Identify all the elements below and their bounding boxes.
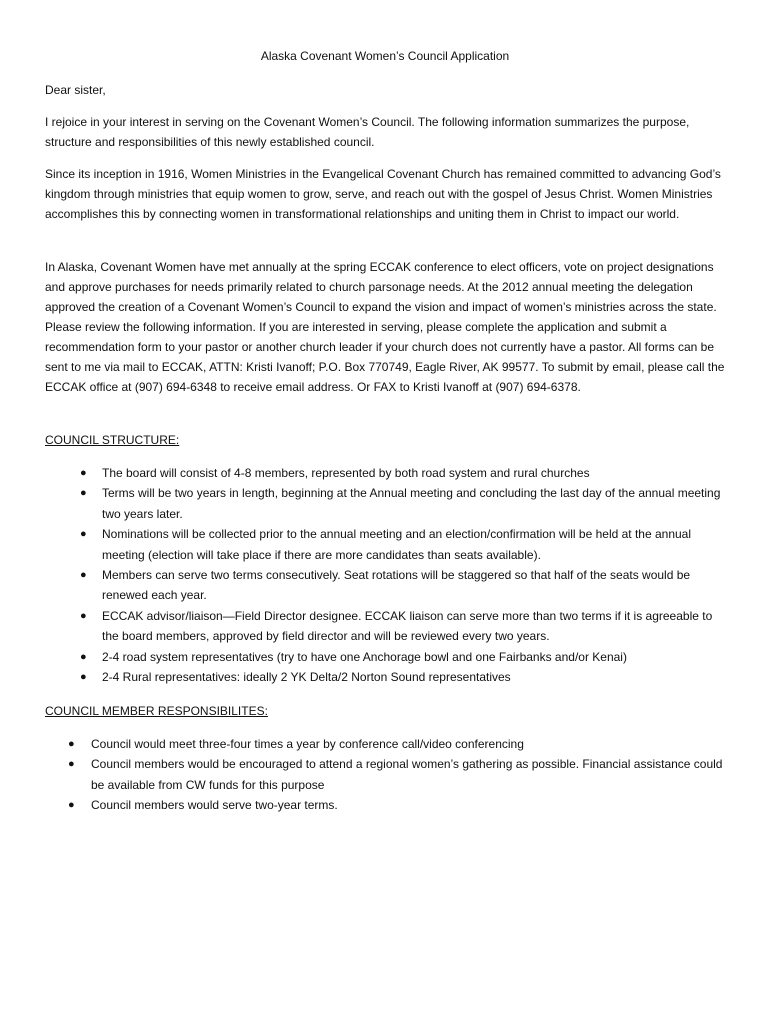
list-item-text: Terms will be two years in length, beginning at the Annual meeting and concluding the last day of the annual meeting two years later. — [102, 486, 721, 521]
list-item — [45, 754, 725, 795]
member-responsibilities-list — [45, 734, 725, 816]
list-item-text: Council members would serve two-year terms. — [91, 798, 338, 813]
bullet-icon: ● — [80, 569, 87, 582]
list-item — [45, 667, 725, 687]
member-responsibilities-heading: COUNCIL MEMBER RESPONSIBILITES: — [45, 704, 268, 718]
list-item — [45, 483, 725, 524]
list-item-text: Nominations will be collected prior to the annual meeting and an election/confirmation will be held at the annual meeting (election will take place if there are more candidates than seats available). — [102, 527, 692, 562]
list-item-text: Council would meet three-four times a year by conference call/video conferencing — [91, 737, 524, 751]
bullet-icon: ● — [68, 738, 75, 750]
list-item-text: Members can serve two terms consecutively. Seat rotations will be staggered so that half of the seats would be renewed each year. — [102, 568, 691, 603]
bullet-icon: ● — [80, 671, 87, 684]
list-item — [45, 463, 725, 483]
list-item-text: The board will consist of 4-8 members, represented by both road system and rural churches — [102, 466, 590, 480]
alaska-paragraph: In Alaska, Covenant Women have met annually at the spring ECCAK conference to elect officers, vote on project designations and approve purchases for needs primarily related to church parsonage needs. At the 2012 annual meeting the delegation approved the creation of a Covenant Women’s Council to expand the vision and impact of women’s ministries across the state. Please review the following information. If you are interested in serving, please complete the application and submit a recommendation form to your pastor or another church leader if your church does not currently have a pastor. All forms can be sent to me via mail to ECCAK, ATTN: Kristi Ivanoff; P.O. Box 770749, Eagle River, AK 99577. To submit by email, please call the ECCAK office at (907) 694-6348 to receive email address. Or FAX to Kristi Ivanoff at (907) 694-6378. — [45, 260, 725, 394]
bullet-icon: ● — [80, 467, 87, 479]
list-item-text: Council members would be encouraged to attend a regional women’s gathering as possible. Financial assistance could be available from CW funds for this purpose — [91, 757, 723, 792]
list-item — [45, 647, 725, 667]
bullet-icon: ● — [80, 487, 87, 500]
history-paragraph: Since its inception in 1916, Women Ministries in the Evangelical Covenant Church has remained committed to advancing God’s kingdom through ministries that equip women to grow, serve, and reach out with the gospel of Jesus Christ. Women Ministries accomplishes this by connecting women in transformational relationships and uniting them in Christ to impact our world. — [45, 167, 721, 221]
list-item — [45, 795, 725, 815]
bullet-icon: ● — [80, 650, 87, 663]
document-title: Alaska Covenant Women’s Council Application — [260, 49, 510, 63]
list-item — [45, 606, 725, 647]
list-item-text: ECCAK advisor/liaison—Field Director designee. ECCAK liaison can serve more than two terms if it is agreeable to the board members, approved by field director and will be reviewed every two years. — [102, 608, 713, 644]
list-item-text: 2-4 Rural representatives: ideally 2 YK Delta/2 Norton Sound representatives — [102, 670, 511, 685]
council-structure-list — [45, 463, 725, 687]
list-item — [45, 734, 725, 754]
list-item — [45, 565, 725, 606]
council-structure-heading: COUNCIL STRUCTURE: — [45, 433, 180, 447]
bullet-icon: ● — [68, 799, 75, 812]
bullet-icon: ● — [80, 609, 87, 622]
list-item-text: 2-4 road system representatives (try to have one Anchorage bowl and one Fairbanks and/or Kenai) — [102, 649, 627, 664]
salutation: Dear sister, — [45, 83, 106, 97]
intro-paragraph: I rejoice in your interest in serving on the Covenant Women’s Council. The following information summarizes the purpose, structure and responsibilities of this newly established council. — [45, 115, 690, 149]
bullet-icon: ● — [80, 528, 87, 541]
bullet-icon: ● — [68, 758, 75, 771]
list-item — [45, 524, 725, 565]
